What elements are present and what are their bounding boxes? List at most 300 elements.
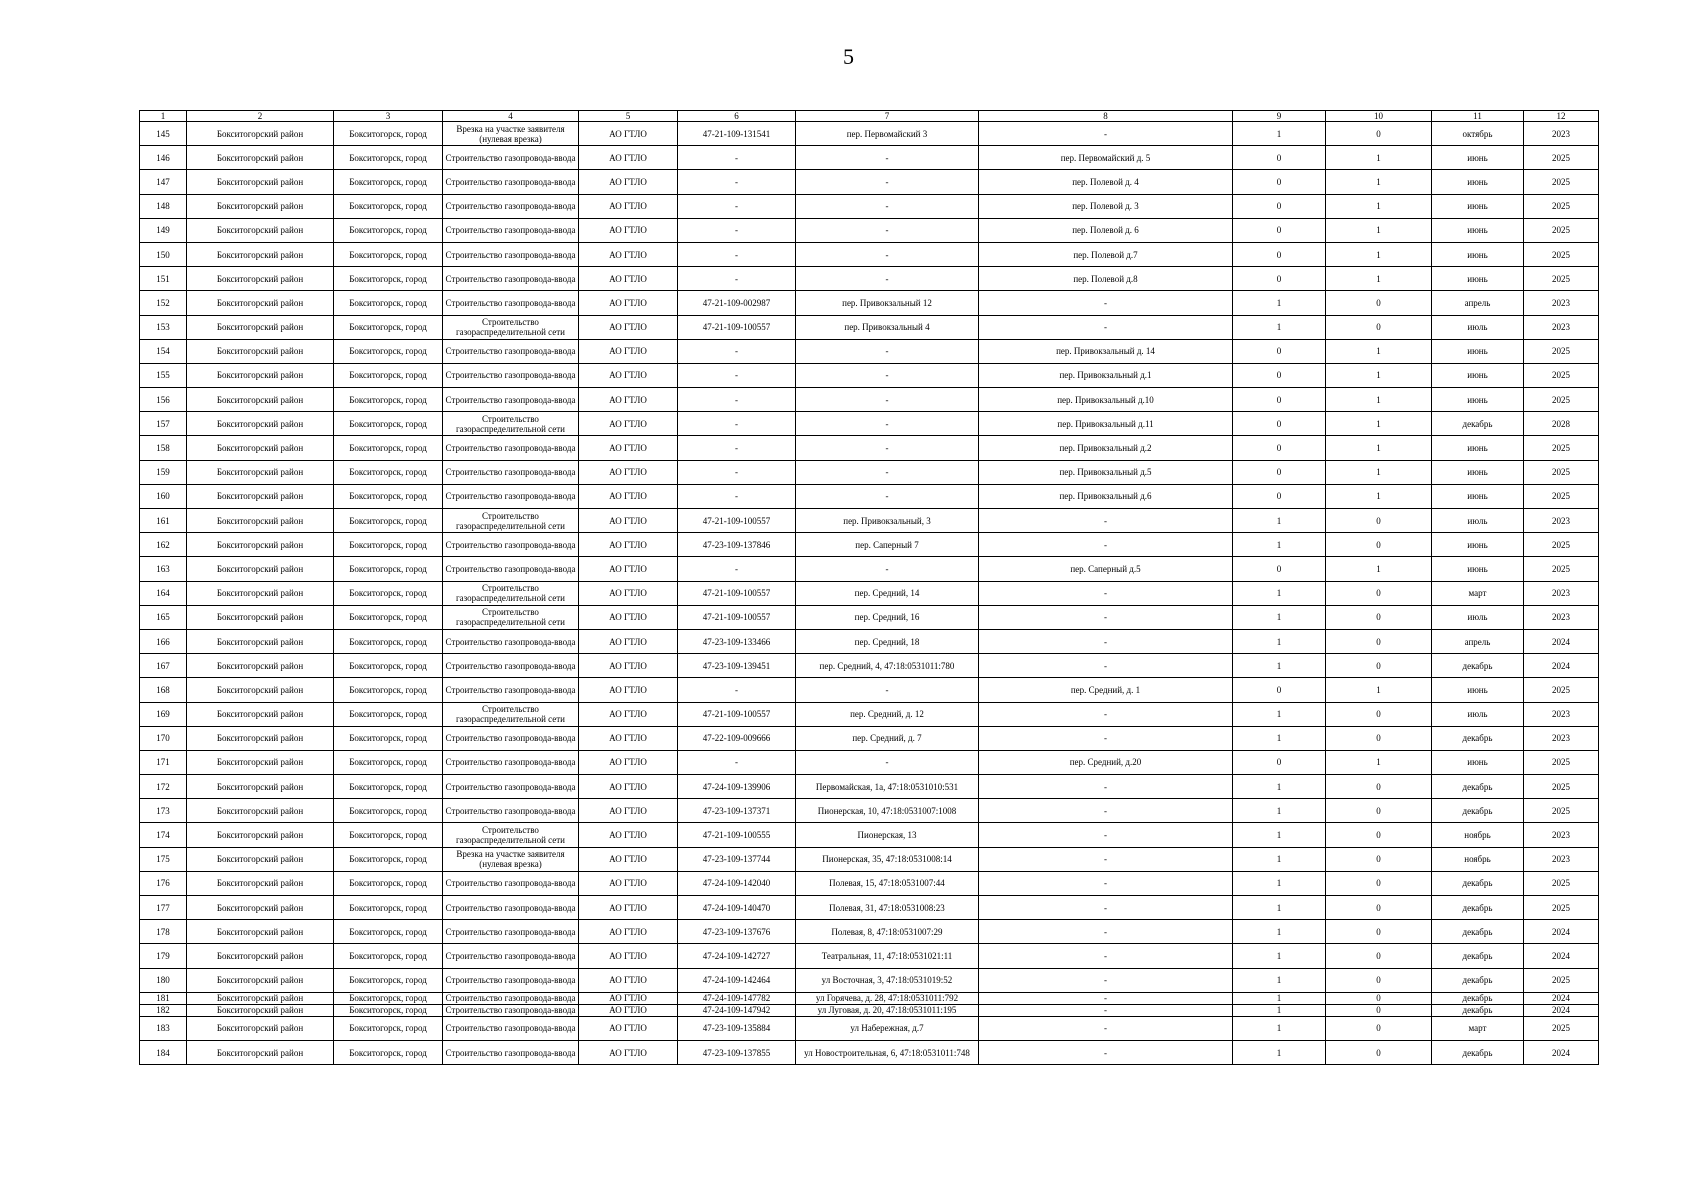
table-cell: АО ГТЛО xyxy=(579,1040,678,1064)
table-cell: 2023 xyxy=(1524,823,1599,847)
table-cell: Бокситогорский район xyxy=(187,896,334,920)
table-cell: АО ГТЛО xyxy=(579,436,678,460)
table-cell: Строительство газораспределительной сети xyxy=(443,823,579,847)
table-cell: 47-21-109-100557 xyxy=(678,702,796,726)
table-row xyxy=(140,629,1599,653)
table-cell: 1 xyxy=(1233,315,1326,339)
table-cell: ул Новостроительная, 6, 47:18:0531011:748 xyxy=(796,1040,979,1064)
table-cell: Строительство газопровода-ввода xyxy=(443,629,579,653)
table-cell: Бокситогорск, город xyxy=(334,1004,443,1016)
column-number-cell: 1 xyxy=(140,111,187,122)
table-cell: 2025 xyxy=(1524,363,1599,387)
table-cell: Бокситогорск, город xyxy=(334,992,443,1004)
table-cell: июнь xyxy=(1432,484,1524,508)
table-cell: - xyxy=(678,557,796,581)
table-row xyxy=(140,1040,1599,1064)
table-row xyxy=(140,775,1599,799)
table-cell: ул Луговая, д. 20, 47:18:0531011:195 xyxy=(796,1004,979,1016)
table-cell: Бокситогорск, город xyxy=(334,605,443,629)
table-cell: 1 xyxy=(1326,363,1432,387)
table-cell: Бокситогорск, город xyxy=(334,460,443,484)
column-number-cell: 7 xyxy=(796,111,979,122)
table-cell: Бокситогорский район xyxy=(187,1004,334,1016)
table-cell: Бокситогорск, город xyxy=(334,484,443,508)
table-cell: 1 xyxy=(1233,629,1326,653)
table-cell: пер. Саперный 7 xyxy=(796,533,979,557)
table-cell: 157 xyxy=(140,412,187,436)
table-cell: 178 xyxy=(140,920,187,944)
table-cell: 0 xyxy=(1233,194,1326,218)
table-cell: пер. Привокзальный 4 xyxy=(796,315,979,339)
table-cell: июнь xyxy=(1432,388,1524,412)
table-cell: 1 xyxy=(1326,460,1432,484)
table-cell: пер. Привокзальный д.6 xyxy=(979,484,1233,508)
table-cell: 47-23-109-137846 xyxy=(678,533,796,557)
table-cell: Строительство газопровода-ввода xyxy=(443,992,579,1004)
table-cell: - xyxy=(678,194,796,218)
table-cell: 145 xyxy=(140,122,187,146)
table-cell: Строительство газопровода-ввода xyxy=(443,557,579,581)
table-cell: Бокситогорск, город xyxy=(334,968,443,992)
table-cell: Бокситогорск, город xyxy=(334,242,443,266)
table-cell: 181 xyxy=(140,992,187,1004)
table-cell: - xyxy=(796,194,979,218)
table-cell: июнь xyxy=(1432,436,1524,460)
table-cell: пер. Привокзальный д.11 xyxy=(979,412,1233,436)
table-cell: 0 xyxy=(1326,509,1432,533)
table-cell: 1 xyxy=(1233,823,1326,847)
table-cell: - xyxy=(979,920,1233,944)
table-cell: 174 xyxy=(140,823,187,847)
table-cell: Бокситогорск, город xyxy=(334,799,443,823)
table-cell: Строительство газораспределительной сети xyxy=(443,509,579,533)
table-cell: 0 xyxy=(1233,146,1326,170)
table-cell: 1 xyxy=(1233,291,1326,315)
table-cell: Строительство газопровода-ввода xyxy=(443,1040,579,1064)
table-cell: 155 xyxy=(140,363,187,387)
table-cell: 0 xyxy=(1233,218,1326,242)
table-cell: Бокситогорск, город xyxy=(334,726,443,750)
table-cell: АО ГТЛО xyxy=(579,194,678,218)
table-cell: 1 xyxy=(1326,218,1432,242)
table-row xyxy=(140,315,1599,339)
table-cell: Строительство газопровода-ввода xyxy=(443,896,579,920)
table-cell: 177 xyxy=(140,896,187,920)
table-cell: 180 xyxy=(140,968,187,992)
table-cell: Пионерская, 10, 47:18:0531007:1008 xyxy=(796,799,979,823)
table-cell: АО ГТЛО xyxy=(579,702,678,726)
table-cell: 163 xyxy=(140,557,187,581)
table-cell: декабрь xyxy=(1432,871,1524,895)
table-cell: 2025 xyxy=(1524,146,1599,170)
table-cell: - xyxy=(678,170,796,194)
table-cell: 1 xyxy=(1326,750,1432,774)
table-cell: Бокситогорск, город xyxy=(334,920,443,944)
table-cell: 2025 xyxy=(1524,436,1599,460)
table-cell: 2025 xyxy=(1524,170,1599,194)
page-number: 5 xyxy=(843,44,854,69)
table-cell: Бокситогорский район xyxy=(187,122,334,146)
table-cell: - xyxy=(678,146,796,170)
table-cell: пер. Средний, д.20 xyxy=(979,750,1233,774)
table-cell: июнь xyxy=(1432,339,1524,363)
table-cell: 1 xyxy=(1326,339,1432,363)
table-cell: 152 xyxy=(140,291,187,315)
table-cell: 47-24-109-142040 xyxy=(678,871,796,895)
table-cell: Бокситогорский район xyxy=(187,702,334,726)
table-cell: 1 xyxy=(1326,484,1432,508)
table-cell: - xyxy=(979,726,1233,750)
table-cell: 2025 xyxy=(1524,968,1599,992)
table-cell: 184 xyxy=(140,1040,187,1064)
table-cell: Бокситогорск, город xyxy=(334,750,443,774)
table-cell: - xyxy=(796,242,979,266)
table-cell: октябрь xyxy=(1432,122,1524,146)
table-cell: АО ГТЛО xyxy=(579,412,678,436)
table-cell: Строительство газопровода-ввода xyxy=(443,871,579,895)
table-cell: 2023 xyxy=(1524,605,1599,629)
table-cell: пер. Привокзальный 12 xyxy=(796,291,979,315)
table-cell: - xyxy=(979,944,1233,968)
table-row xyxy=(140,267,1599,291)
table-cell: 0 xyxy=(1233,170,1326,194)
table-cell: 2025 xyxy=(1524,484,1599,508)
table-cell: - xyxy=(979,992,1233,1004)
table-cell: декабрь xyxy=(1432,1004,1524,1016)
table-cell: 1 xyxy=(1233,122,1326,146)
table-cell: 0 xyxy=(1326,1016,1432,1040)
table-cell: 2024 xyxy=(1524,920,1599,944)
table-cell: Бокситогорск, город xyxy=(334,291,443,315)
table-cell: Бокситогорский район xyxy=(187,678,334,702)
table-cell: 2028 xyxy=(1524,412,1599,436)
table-cell: - xyxy=(796,146,979,170)
table-cell: декабрь xyxy=(1432,944,1524,968)
table-cell: 179 xyxy=(140,944,187,968)
table-cell: 1 xyxy=(1326,436,1432,460)
table-cell: - xyxy=(979,581,1233,605)
table-cell: АО ГТЛО xyxy=(579,968,678,992)
table-cell: 47-24-109-142464 xyxy=(678,968,796,992)
table-cell: Бокситогорский район xyxy=(187,194,334,218)
table-cell: Бокситогорский район xyxy=(187,436,334,460)
table-cell: Бокситогорск, город xyxy=(334,315,443,339)
table-cell: - xyxy=(979,968,1233,992)
table-cell: - xyxy=(979,702,1233,726)
table-cell: Строительство газораспределительной сети xyxy=(443,702,579,726)
table-row xyxy=(140,557,1599,581)
table-cell: Бокситогорский район xyxy=(187,315,334,339)
table-cell: Бокситогорск, город xyxy=(334,775,443,799)
table-cell: июнь xyxy=(1432,218,1524,242)
table-cell: 1 xyxy=(1233,509,1326,533)
table-cell: Бокситогорск, город xyxy=(334,896,443,920)
column-number-cell: 2 xyxy=(187,111,334,122)
table-cell: 0 xyxy=(1326,1040,1432,1064)
table-cell: 0 xyxy=(1326,1004,1432,1016)
table-cell: 1 xyxy=(1233,920,1326,944)
table-cell: пер. Средний, 14 xyxy=(796,581,979,605)
table-cell: Бокситогорск, город xyxy=(334,702,443,726)
table-cell: - xyxy=(979,122,1233,146)
table-cell: 1 xyxy=(1326,170,1432,194)
table-row xyxy=(140,363,1599,387)
table-cell: июнь xyxy=(1432,242,1524,266)
table-cell: 2023 xyxy=(1524,702,1599,726)
table-cell: - xyxy=(796,750,979,774)
table-cell: Бокситогорский район xyxy=(187,654,334,678)
table-cell: Строительство газопровода-ввода xyxy=(443,267,579,291)
table-cell: 156 xyxy=(140,388,187,412)
table-cell: Бокситогорский район xyxy=(187,629,334,653)
table-cell: 1 xyxy=(1326,388,1432,412)
table-cell: Бокситогорский район xyxy=(187,533,334,557)
table-cell: Строительство газопровода-ввода xyxy=(443,339,579,363)
column-number-cell: 8 xyxy=(979,111,1233,122)
table-cell: Бокситогорск, город xyxy=(334,194,443,218)
table-cell: декабрь xyxy=(1432,799,1524,823)
column-number-cell: 3 xyxy=(334,111,443,122)
table-cell: АО ГТЛО xyxy=(579,460,678,484)
table-cell: Полевая, 8, 47:18:0531007:29 xyxy=(796,920,979,944)
table-cell: 1 xyxy=(1233,533,1326,557)
table-cell: Строительство газопровода-ввода xyxy=(443,750,579,774)
table-cell: - xyxy=(678,412,796,436)
table-cell: 161 xyxy=(140,509,187,533)
table-cell: 2025 xyxy=(1524,460,1599,484)
table-cell: 1 xyxy=(1233,944,1326,968)
table-cell: Строительство газопровода-ввода xyxy=(443,968,579,992)
table-cell: АО ГТЛО xyxy=(579,775,678,799)
table-cell: 2023 xyxy=(1524,509,1599,533)
table-cell: 146 xyxy=(140,146,187,170)
table-row xyxy=(140,992,1599,1004)
table-cell: 2023 xyxy=(1524,726,1599,750)
table-cell: июнь xyxy=(1432,533,1524,557)
table-cell: 147 xyxy=(140,170,187,194)
table-row xyxy=(140,460,1599,484)
table-cell: - xyxy=(979,291,1233,315)
table-cell: Полевая, 31, 47:18:0531008:23 xyxy=(796,896,979,920)
table-row xyxy=(140,920,1599,944)
table-cell: Бокситогорск, город xyxy=(334,218,443,242)
table-cell: 1 xyxy=(1233,775,1326,799)
table-row xyxy=(140,799,1599,823)
table-cell: АО ГТЛО xyxy=(579,726,678,750)
table-cell: АО ГТЛО xyxy=(579,170,678,194)
table-cell: 173 xyxy=(140,799,187,823)
table-row xyxy=(140,146,1599,170)
table-cell: АО ГТЛО xyxy=(579,678,678,702)
table-row xyxy=(140,871,1599,895)
table-cell: 47-24-109-139906 xyxy=(678,775,796,799)
table-row xyxy=(140,968,1599,992)
table-cell: Строительство газопровода-ввода xyxy=(443,242,579,266)
table-cell: Строительство газопровода-ввода xyxy=(443,920,579,944)
table-cell: 1 xyxy=(1233,968,1326,992)
table-row xyxy=(140,339,1599,363)
table-cell: АО ГТЛО xyxy=(579,1004,678,1016)
table-cell: - xyxy=(979,1004,1233,1016)
table-cell: пер. Привокзальный д. 14 xyxy=(979,339,1233,363)
table-row xyxy=(140,605,1599,629)
table-cell: 149 xyxy=(140,218,187,242)
table-cell: - xyxy=(678,363,796,387)
table-body xyxy=(140,111,1599,1065)
table-cell: 2024 xyxy=(1524,992,1599,1004)
table-cell: 170 xyxy=(140,726,187,750)
table-cell: пер. Средний, 16 xyxy=(796,605,979,629)
table-cell: АО ГТЛО xyxy=(579,920,678,944)
table-cell: - xyxy=(796,678,979,702)
table-cell: 0 xyxy=(1326,799,1432,823)
table-cell: пер. Первомайский д. 5 xyxy=(979,146,1233,170)
table-row xyxy=(140,388,1599,412)
table-cell: Бокситогорский район xyxy=(187,267,334,291)
table-cell: пер. Средний, д. 1 xyxy=(979,678,1233,702)
table-cell: АО ГТЛО xyxy=(579,388,678,412)
table-cell: Бокситогорский район xyxy=(187,992,334,1004)
table-cell: Театральная, 11, 47:18:0531021:11 xyxy=(796,944,979,968)
table-cell: Строительство газопровода-ввода xyxy=(443,484,579,508)
table-cell: 0 xyxy=(1326,896,1432,920)
column-number-cell: 10 xyxy=(1326,111,1432,122)
table-cell: пер. Привокзальный д.5 xyxy=(979,460,1233,484)
table-cell: 1 xyxy=(1233,702,1326,726)
table-cell: 2025 xyxy=(1524,267,1599,291)
table-cell: - xyxy=(796,363,979,387)
table-cell: 172 xyxy=(140,775,187,799)
table-row xyxy=(140,533,1599,557)
table-cell: пер. Полевой д.7 xyxy=(979,242,1233,266)
table-cell: Врезка на участке заявителя (нулевая врезка) xyxy=(443,122,579,146)
table-cell: 175 xyxy=(140,847,187,871)
table-cell: ноябрь xyxy=(1432,823,1524,847)
table-cell: 2025 xyxy=(1524,896,1599,920)
table-row xyxy=(140,702,1599,726)
table-cell: 183 xyxy=(140,1016,187,1040)
table-cell: Строительство газопровода-ввода xyxy=(443,218,579,242)
table-cell: 159 xyxy=(140,460,187,484)
table-row xyxy=(140,847,1599,871)
table-cell: Строительство газопровода-ввода xyxy=(443,291,579,315)
table-cell: АО ГТЛО xyxy=(579,654,678,678)
table-cell: декабрь xyxy=(1432,654,1524,678)
table-cell: - xyxy=(979,315,1233,339)
table-cell: 1 xyxy=(1233,726,1326,750)
table-cell: 153 xyxy=(140,315,187,339)
table-cell: пер. Средний, д. 12 xyxy=(796,702,979,726)
table-cell: 0 xyxy=(1233,557,1326,581)
table-row xyxy=(140,678,1599,702)
table-row xyxy=(140,412,1599,436)
table-cell: Бокситогорский район xyxy=(187,944,334,968)
table-cell: Строительство газопровода-ввода xyxy=(443,170,579,194)
table-cell: март xyxy=(1432,581,1524,605)
table-cell: Бокситогорский район xyxy=(187,242,334,266)
table-cell: ул Восточная, 3, 47:18:0531019:52 xyxy=(796,968,979,992)
table-cell: март xyxy=(1432,1016,1524,1040)
table-cell: 1 xyxy=(1326,678,1432,702)
table-cell: - xyxy=(979,1040,1233,1064)
table-cell: Бокситогорск, город xyxy=(334,412,443,436)
table-cell: 1 xyxy=(1326,412,1432,436)
table-row xyxy=(140,122,1599,146)
table-cell: АО ГТЛО xyxy=(579,122,678,146)
table-cell: Бокситогорский район xyxy=(187,460,334,484)
table-cell: 47-24-109-142727 xyxy=(678,944,796,968)
table-cell: 2025 xyxy=(1524,194,1599,218)
table-cell: - xyxy=(796,460,979,484)
table-row xyxy=(140,194,1599,218)
table-cell: - xyxy=(979,799,1233,823)
table-cell: 1 xyxy=(1326,194,1432,218)
table-cell: 2024 xyxy=(1524,1040,1599,1064)
table-cell: 47-23-109-135884 xyxy=(678,1016,796,1040)
table-cell: 151 xyxy=(140,267,187,291)
table-cell: декабрь xyxy=(1432,992,1524,1004)
table-cell: - xyxy=(678,267,796,291)
table-cell: 1 xyxy=(1326,242,1432,266)
table-cell: 2025 xyxy=(1524,871,1599,895)
table-cell: пер. Полевой д. 3 xyxy=(979,194,1233,218)
table-cell: декабрь xyxy=(1432,775,1524,799)
table-cell: Бокситогорский район xyxy=(187,750,334,774)
table-cell: 47-24-109-147942 xyxy=(678,1004,796,1016)
table-cell: Бокситогорск, город xyxy=(334,170,443,194)
table-cell: Бокситогорск, город xyxy=(334,823,443,847)
table-cell: пер. Привокзальный д.10 xyxy=(979,388,1233,412)
table-cell: 0 xyxy=(1326,291,1432,315)
table-cell: пер. Саперный д.5 xyxy=(979,557,1233,581)
table-cell: Бокситогорский район xyxy=(187,291,334,315)
table-cell: Строительство газопровода-ввода xyxy=(443,1016,579,1040)
table-cell: Бокситогорск, город xyxy=(334,509,443,533)
column-number-row xyxy=(140,111,1599,122)
table-row xyxy=(140,1004,1599,1016)
table-cell: июнь xyxy=(1432,170,1524,194)
table-cell: Бокситогорский район xyxy=(187,484,334,508)
table-cell: апрель xyxy=(1432,629,1524,653)
table-row xyxy=(140,654,1599,678)
table-cell: 0 xyxy=(1326,775,1432,799)
table-cell: 0 xyxy=(1326,726,1432,750)
table-cell: - xyxy=(796,557,979,581)
table-cell: 0 xyxy=(1233,412,1326,436)
table-cell: 2024 xyxy=(1524,629,1599,653)
table-cell: АО ГТЛО xyxy=(579,484,678,508)
table-cell: Бокситогорский район xyxy=(187,799,334,823)
table-cell: декабрь xyxy=(1432,968,1524,992)
table-cell: АО ГТЛО xyxy=(579,557,678,581)
table-cell: 47-24-109-147782 xyxy=(678,992,796,1004)
table-row xyxy=(140,581,1599,605)
table-cell: Строительство газопровода-ввода xyxy=(443,533,579,557)
table-cell: - xyxy=(678,242,796,266)
table-cell: 0 xyxy=(1326,654,1432,678)
table-cell: Врезка на участке заявителя (нулевая врезка) xyxy=(443,847,579,871)
table-cell: 0 xyxy=(1326,944,1432,968)
table-cell: - xyxy=(678,460,796,484)
table-cell: Бокситогорск, город xyxy=(334,871,443,895)
table-cell: Бокситогорск, город xyxy=(334,1040,443,1064)
table-cell: Бокситогорский район xyxy=(187,509,334,533)
table-cell: Бокситогорский район xyxy=(187,363,334,387)
table-cell: АО ГТЛО xyxy=(579,799,678,823)
table-cell: Строительство газопровода-ввода xyxy=(443,726,579,750)
table-cell: 0 xyxy=(1326,533,1432,557)
table-cell: Бокситогорск, город xyxy=(334,533,443,557)
